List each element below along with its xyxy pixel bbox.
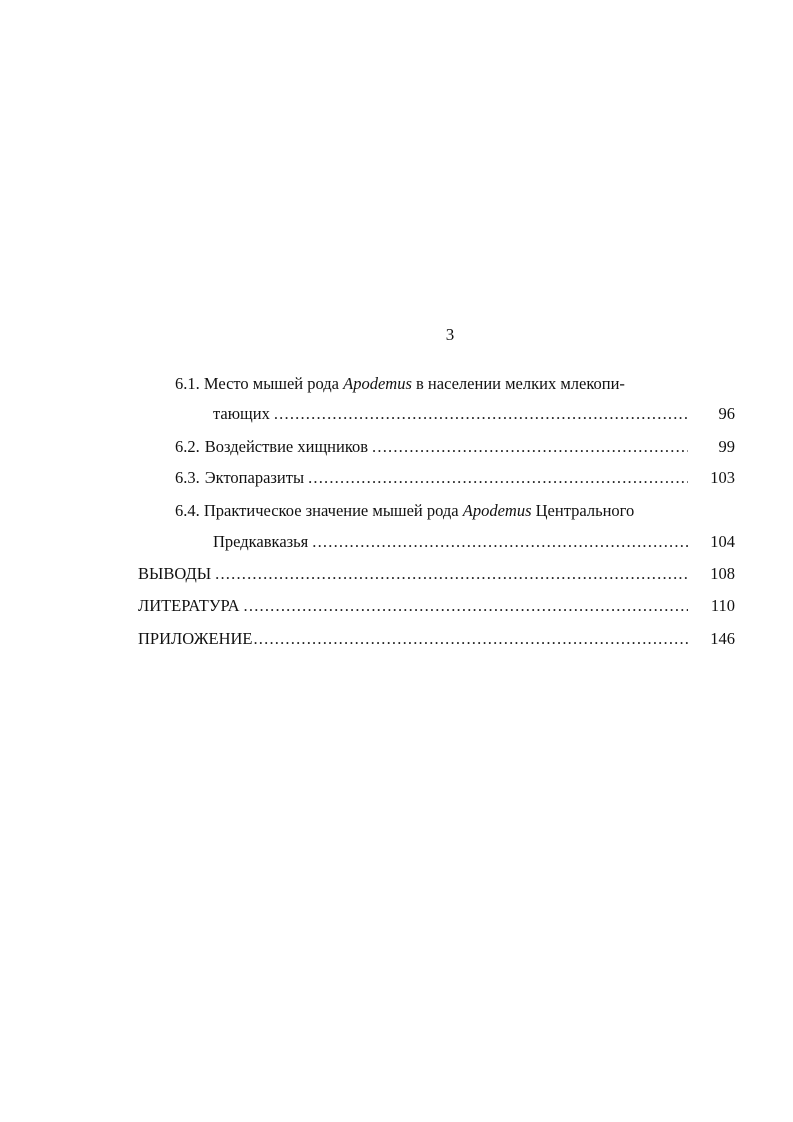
toc-entry-6-1-page: 96 [718,404,735,423]
toc-entry-literature-title: ЛИТЕРАТУРА [138,596,240,615]
toc-entry-6-1-line1 [175,372,625,396]
toc-entry-6-2-title: Воздействие хищников [204,437,369,456]
toc-entry-6-3-title: Эктопаразиты [204,468,305,487]
toc-entry-6-1-line2 [213,402,688,426]
dot-leader [215,562,688,586]
toc-entry-literature-page: 110 [710,596,735,615]
toc-entry-6-1-number: 6.1. [175,374,200,393]
toc-entry-appendix [138,627,688,651]
toc-entry-6-4-page: 104 [710,532,735,551]
dot-leader [372,435,688,459]
page-number: 3 [445,325,455,344]
toc-entry-appendix-page: 146 [710,629,735,648]
toc-entry-6-4-genus: Apodemus [462,501,532,520]
toc-entry-6-4-title-start: Практическое значение мышей рода [203,501,459,520]
toc-entry-6-1-title-end: в населении мелких млекопи- [416,374,625,393]
dot-leader [253,627,688,651]
toc-entry-6-3-page: 103 [710,468,735,487]
toc-entry-6-1-genus: Apodemus [343,374,412,393]
toc-entry-6-4-title-end: Центрального [535,501,635,520]
toc-entry-6-4-line2 [213,530,688,554]
toc-entry-6-2 [175,435,688,459]
dot-leader [308,466,688,490]
toc-entry-6-3-number: 6.3. [175,468,200,487]
toc-entry-conclusions [138,562,688,586]
toc-entry-6-2-page: 99 [718,437,735,456]
toc-entry-6-4-number: 6.4. [175,501,200,520]
toc-entry-6-1-title-start: Место мышей рода [203,374,340,393]
dot-leader [312,530,688,554]
toc-entry-6-1-title-cont: тающих [213,404,270,423]
toc-entry-6-3 [175,466,688,490]
toc-entry-appendix-title: ПРИЛОЖЕНИЕ [138,629,253,648]
toc-entry-literature [138,594,688,618]
toc-entry-conclusions-title: ВЫВОДЫ [138,564,212,583]
dot-leader [274,402,688,426]
toc-entry-6-4-line1 [175,499,634,523]
dot-leader [244,594,688,618]
toc-entry-6-2-number: 6.2. [175,437,200,456]
toc-entry-conclusions-page: 108 [710,564,735,583]
toc-entry-6-4-title-cont: Предкавказья [213,532,309,551]
